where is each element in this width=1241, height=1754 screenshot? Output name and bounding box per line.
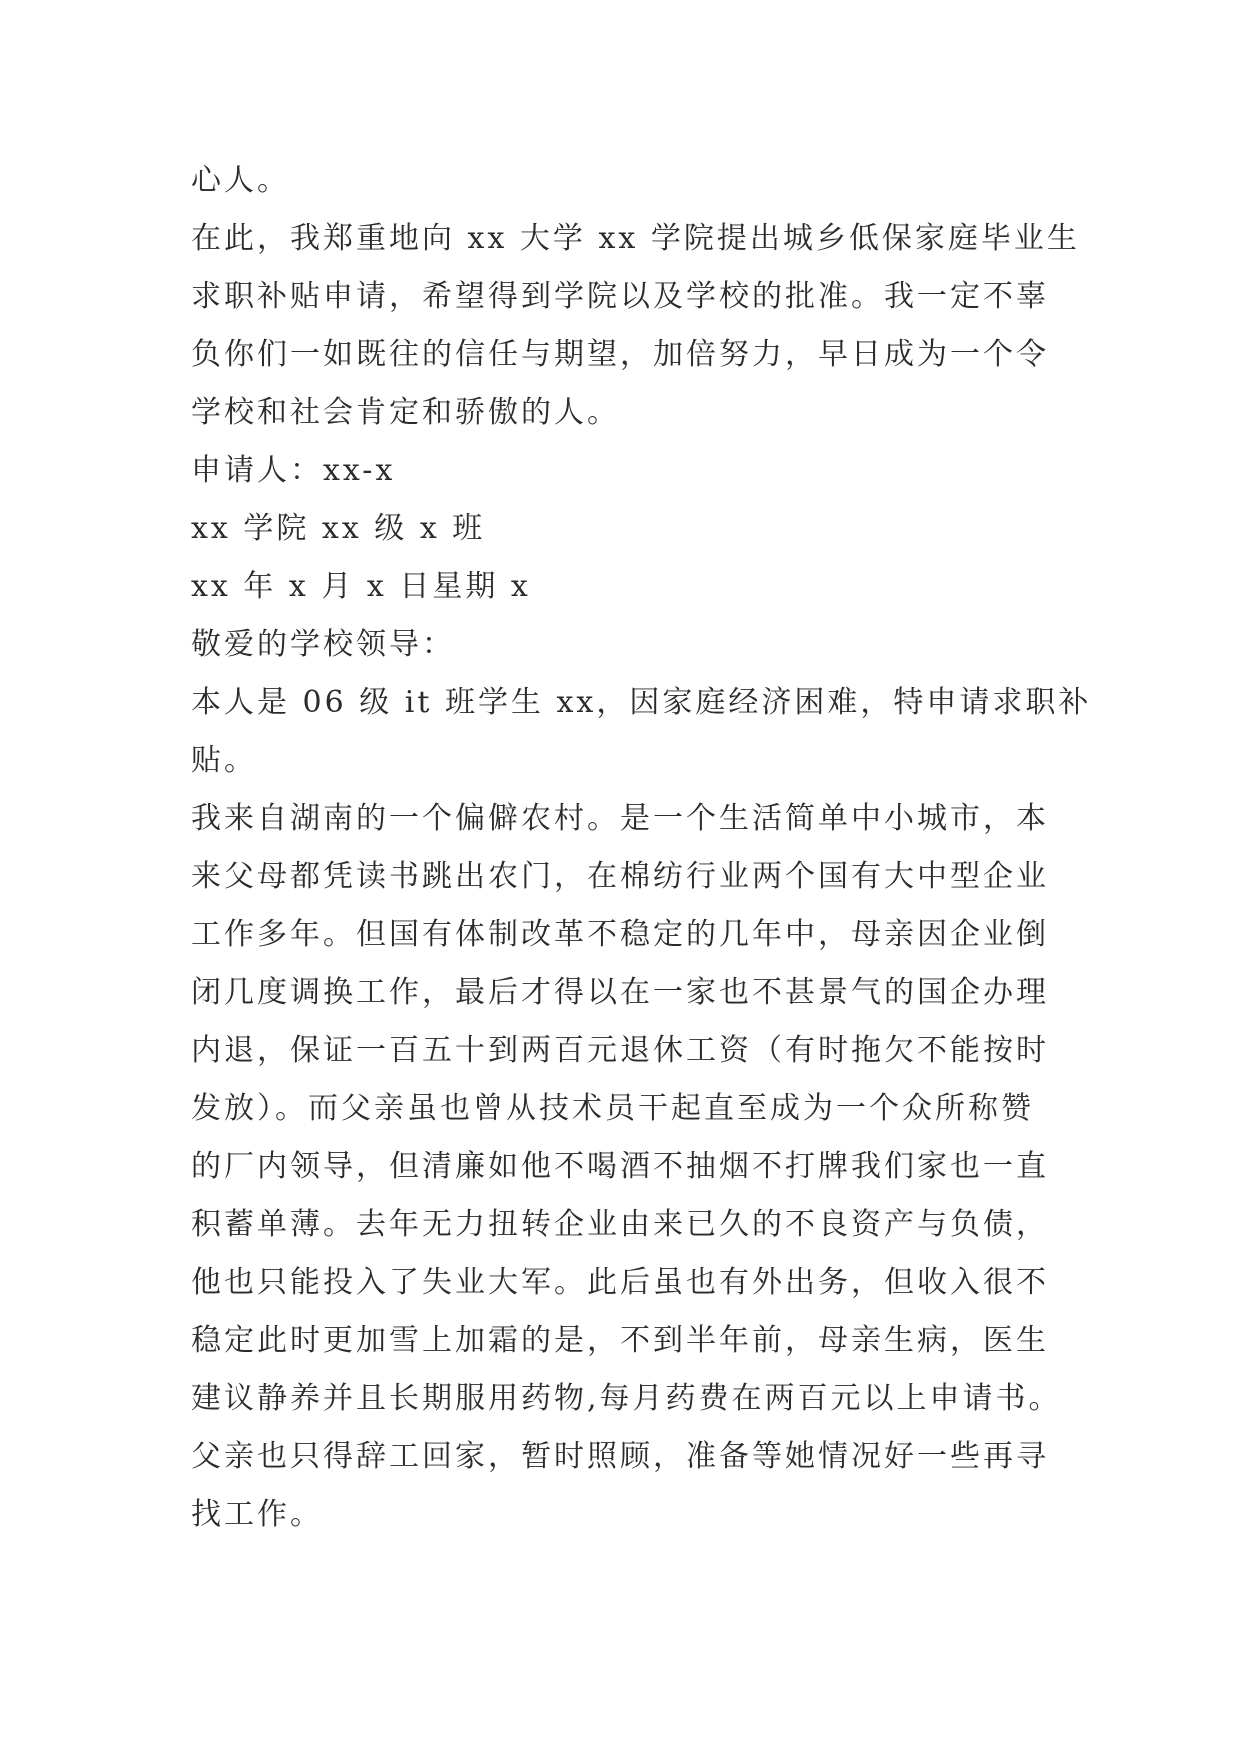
text-line: 来父母都凭读书跳出农门，在棉纺行业两个国有大中型企业 xyxy=(191,859,1049,894)
text-line: 本人是 06 级 it 班学生 xx，因家庭经济困难，特申请求职补 xyxy=(191,685,1092,720)
date-line: xx 年 x 月 x 日星期 x xyxy=(191,569,531,604)
text-line: 积蓄单薄。去年无力扭转企业由来已久的不良资产与负债， xyxy=(191,1207,1049,1242)
text-line: 内退，保证一百五十到两百元退休工资（有时拖欠不能按时 xyxy=(191,1033,1049,1068)
text-line: 在此，我郑重地向 xx 大学 xx 学院提出城乡低保家庭毕业生 xyxy=(191,221,1080,256)
text-line: 稳定此时更加雪上加霜的是，不到半年前，母亲生病，医生 xyxy=(191,1323,1049,1358)
text-line: 求职补贴申请，希望得到学院以及学校的批准。我一定不辜 xyxy=(191,279,1049,314)
text-line: 我来自湖南的一个偏僻农村。是一个生活简单中小城市，本 xyxy=(191,801,1049,836)
text-line: 工作多年。但国有体制改革不稳定的几年中，母亲因企业倒 xyxy=(191,917,1049,952)
applicant-line: 申请人：xx-x xyxy=(191,453,396,488)
text-line: 建议静养并且长期服用药物,每月药费在两百元以上申请书。 xyxy=(191,1381,1062,1416)
document-body xyxy=(191,152,1092,1544)
text-line: 学校和社会肯定和骄傲的人。 xyxy=(191,395,620,430)
text-line: 负你们一如既往的信任与期望，加倍努力，早日成为一个令 xyxy=(191,337,1049,372)
text-line: 他也只能投入了失业大军。此后虽也有外出务，但收入很不 xyxy=(191,1265,1049,1300)
salutation-line: 敬爱的学校领导： xyxy=(191,627,455,662)
text-line: 贴。 xyxy=(191,743,257,778)
text-line: 闭几度调换工作，最后才得以在一家也不甚景气的国企办理 xyxy=(191,975,1049,1010)
text-line: 父亲也只得辞工回家，暂时照顾，准备等她情况好一些再寻 xyxy=(191,1439,1049,1474)
text-line: 找工作。 xyxy=(191,1497,323,1532)
text-line: 心人。 xyxy=(191,163,290,198)
class-line: xx 学院 xx 级 x 班 xyxy=(191,511,486,546)
text-line: 的厂内领导，但清廉如他不喝酒不抽烟不打牌我们家也一直 xyxy=(191,1149,1049,1184)
text-line: 发放）。而父亲虽也曾从技术员干起直至成为一个众所称赞 xyxy=(191,1091,1034,1126)
